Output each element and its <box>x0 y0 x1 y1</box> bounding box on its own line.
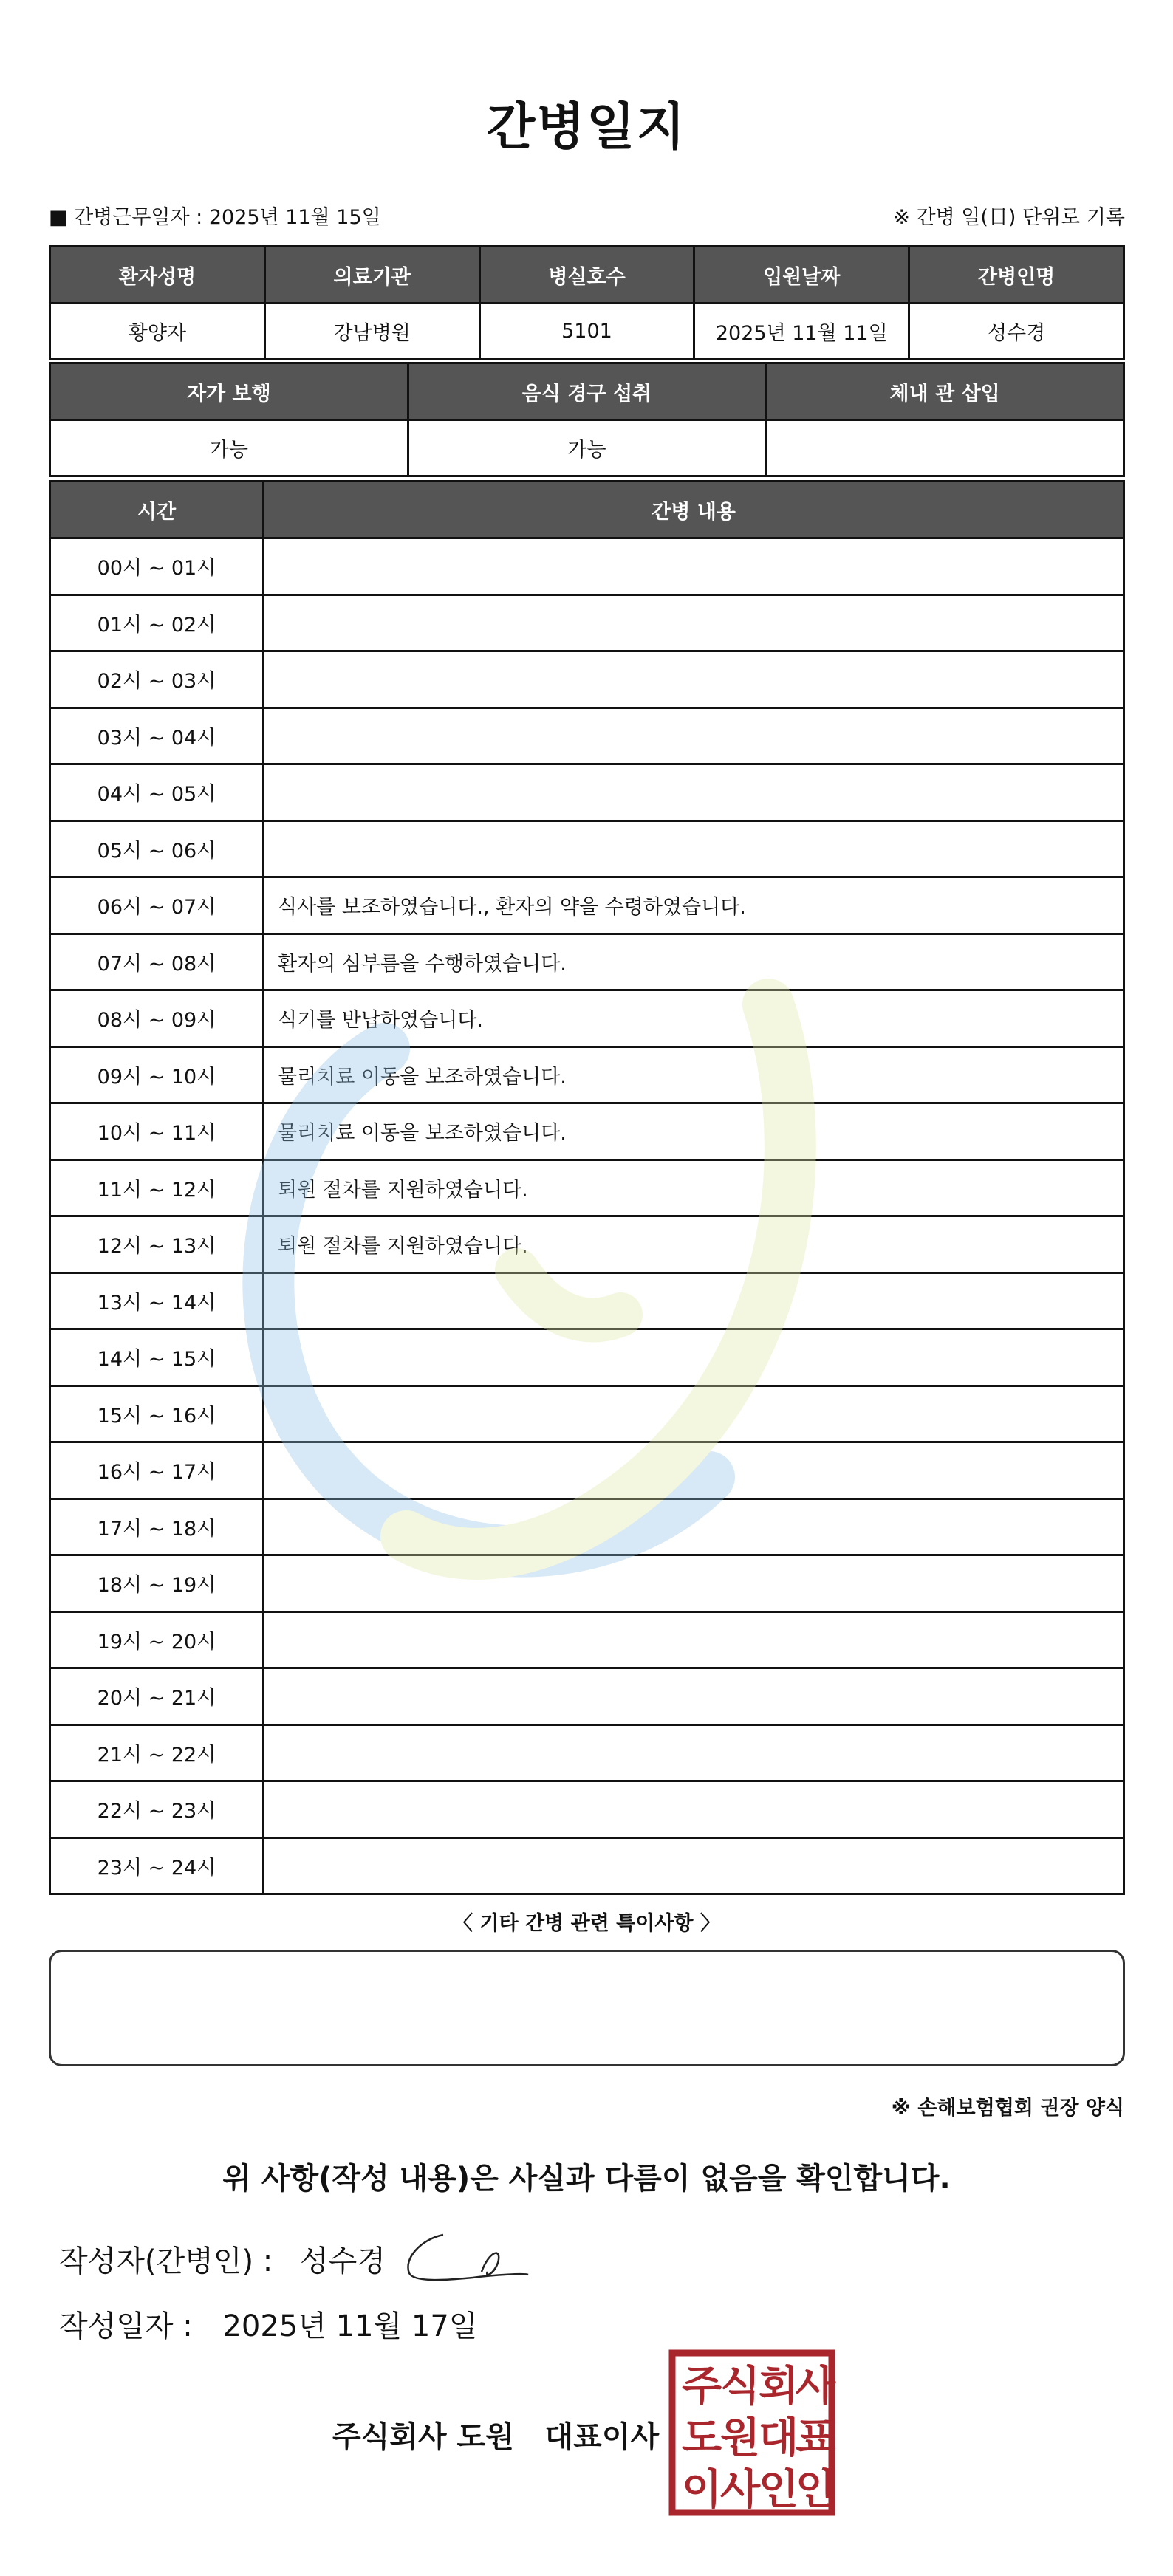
header-care-content: 간병 내용 <box>264 482 1124 538</box>
svg-text:이: 이 <box>681 2466 722 2514</box>
care-content <box>264 651 1124 708</box>
care-content <box>264 708 1124 764</box>
svg-text:회: 회 <box>758 2363 799 2411</box>
table-row <box>50 1103 1124 1160</box>
care-log-table <box>49 480 1125 1895</box>
table-row <box>50 538 1124 595</box>
header-self-walking: 자가 보행 <box>50 363 408 420</box>
care-content <box>264 595 1124 651</box>
time-slot: 04시 ~ 05시 <box>50 764 264 821</box>
time-slot: 03시 ~ 04시 <box>50 708 264 764</box>
header-room: 병실호수 <box>479 247 694 304</box>
confirmation-statement: 위 사항(작성 내용)은 사실과 다름이 없음을 확인합니다. <box>222 2162 951 2196</box>
written-date-value: 2025년 11월 17일 <box>222 2309 478 2343</box>
table-row <box>50 1216 1124 1273</box>
care-content <box>264 1329 1124 1386</box>
table-row <box>50 990 1124 1047</box>
table-row <box>50 1329 1124 1386</box>
time-slot: 17시 ~ 18시 <box>50 1498 264 1555</box>
svg-text:인: 인 <box>795 2466 836 2514</box>
signature <box>399 2229 532 2288</box>
care-content: 물리치료 이동을 보조하였습니다. <box>264 1046 1124 1103</box>
care-content <box>264 1385 1124 1442</box>
time-slot: 10시 ~ 11시 <box>50 1103 264 1160</box>
time-slot: 16시 ~ 17시 <box>50 1442 264 1499</box>
svg-text:사: 사 <box>719 2466 761 2514</box>
care-content <box>264 538 1124 595</box>
patient-status-table <box>49 362 1125 477</box>
table-row <box>50 1668 1124 1725</box>
time-slot: 06시 ~ 07시 <box>50 877 264 934</box>
header-oral-intake: 음식 경구 섭취 <box>408 363 766 420</box>
svg-text:인: 인 <box>758 2466 799 2514</box>
time-slot: 12시 ~ 13시 <box>50 1216 264 1273</box>
patient-info-table <box>49 245 1125 360</box>
care-content <box>264 1272 1124 1329</box>
table-row <box>50 708 1124 764</box>
care-content <box>264 821 1124 877</box>
svg-text:대: 대 <box>758 2414 799 2462</box>
self-walking-value: 가능 <box>50 420 408 476</box>
table-row <box>50 595 1124 651</box>
table-row <box>50 1611 1124 1668</box>
care-content <box>264 1781 1124 1838</box>
table-row <box>50 1046 1124 1103</box>
time-slot: 21시 ~ 22시 <box>50 1724 264 1781</box>
table-row <box>50 764 1124 821</box>
svg-text:주: 주 <box>681 2363 722 2411</box>
time-slot: 15시 ~ 16시 <box>50 1385 264 1442</box>
time-slot: 14시 ~ 15시 <box>50 1329 264 1386</box>
notes-title: 〈 기타 간병 관련 특이사항 〉 <box>453 1912 720 1935</box>
table-row <box>50 1498 1124 1555</box>
table-row <box>50 651 1124 708</box>
header-patient-name: 환자성명 <box>50 247 265 304</box>
oral-intake-value: 가능 <box>408 420 766 476</box>
company-seal-stamp <box>668 2349 836 2517</box>
care-content <box>264 1668 1124 1725</box>
svg-text:원: 원 <box>719 2414 761 2462</box>
table-row <box>50 1781 1124 1838</box>
care-content: 퇴원 절차를 지원하였습니다. <box>264 1216 1124 1273</box>
unit-note: ※ 간병 일(日) 단위로 기록 <box>893 206 1125 229</box>
time-slot: 11시 ~ 12시 <box>50 1159 264 1216</box>
writer-label: 작성자(간병인) : <box>59 2244 273 2278</box>
header-admission-date: 입원날짜 <box>694 247 909 304</box>
care-content <box>264 1498 1124 1555</box>
meta-row <box>49 201 1125 230</box>
svg-text:식: 식 <box>719 2363 761 2411</box>
care-content <box>264 1611 1124 1668</box>
care-log-body <box>50 538 1124 1894</box>
care-content: 환자의 심부름을 수행하였습니다. <box>264 934 1124 990</box>
svg-text:표: 표 <box>795 2414 836 2462</box>
care-content: 식기를 반납하였습니다. <box>264 990 1124 1047</box>
hospital: 강남병원 <box>264 304 479 360</box>
time-slot: 08시 ~ 09시 <box>50 990 264 1047</box>
header-hospital: 의료기관 <box>264 247 479 304</box>
time-slot: 09시 ~ 10시 <box>50 1046 264 1103</box>
table-row <box>50 1442 1124 1499</box>
table-row <box>50 934 1124 990</box>
time-slot: 01시 ~ 02시 <box>50 595 264 651</box>
document-title: 간병일지 <box>486 98 687 157</box>
table-row <box>50 821 1124 877</box>
table-row <box>50 1272 1124 1329</box>
time-slot: 05시 ~ 06시 <box>50 821 264 877</box>
table-row <box>50 1724 1124 1781</box>
table-row <box>50 1555 1124 1612</box>
time-slot: 20시 ~ 21시 <box>50 1668 264 1725</box>
care-content: 물리치료 이동을 보조하였습니다. <box>264 1103 1124 1160</box>
written-date-line <box>59 2303 477 2345</box>
header-time: 시간 <box>50 482 264 538</box>
table-row <box>50 877 1124 934</box>
time-slot: 02시 ~ 03시 <box>50 651 264 708</box>
work-date: ■ 간병근무일자 : 2025년 11월 15일 <box>49 206 381 229</box>
room-number: 5101 <box>479 304 694 360</box>
time-slot: 18시 ~ 19시 <box>50 1555 264 1612</box>
care-content <box>264 1442 1124 1499</box>
caregiver-name: 성수경 <box>909 304 1124 360</box>
care-content: 퇴원 절차를 지원하였습니다. <box>264 1159 1124 1216</box>
header-tube-insertion: 체내 관 삽입 <box>766 363 1124 420</box>
time-slot: 07시 ~ 08시 <box>50 934 264 990</box>
care-content <box>264 1837 1124 1894</box>
writer-name: 성수경 <box>299 2244 386 2278</box>
recommend-note: ※ 손해보험협회 권장 양식 <box>891 2097 1124 2120</box>
patient-name: 황양자 <box>50 304 265 360</box>
time-slot: 23시 ~ 24시 <box>50 1837 264 1894</box>
header-caregiver: 간병인명 <box>909 247 1124 304</box>
svg-text:사: 사 <box>795 2363 836 2411</box>
care-content <box>264 1555 1124 1612</box>
table-row <box>50 1837 1124 1894</box>
tube-insertion-value <box>766 420 1124 476</box>
company-representative: 주식회사 도원 대표이사 <box>332 2420 660 2454</box>
time-slot: 13시 ~ 14시 <box>50 1272 264 1329</box>
table-row <box>50 1385 1124 1442</box>
admission-date: 2025년 11월 11일 <box>694 304 909 360</box>
time-slot: 19시 ~ 20시 <box>50 1611 264 1668</box>
care-content <box>264 764 1124 821</box>
notes-box <box>49 1950 1125 2066</box>
writer-line <box>59 2238 386 2280</box>
time-slot: 22시 ~ 23시 <box>50 1781 264 1838</box>
svg-text:도: 도 <box>681 2414 722 2462</box>
table-row <box>50 1159 1124 1216</box>
care-content <box>264 1724 1124 1781</box>
written-date-label: 작성일자 : <box>59 2309 193 2343</box>
time-slot: 00시 ~ 01시 <box>50 538 264 595</box>
care-content: 식사를 보조하였습니다., 환자의 약을 수령하였습니다. <box>264 877 1124 934</box>
